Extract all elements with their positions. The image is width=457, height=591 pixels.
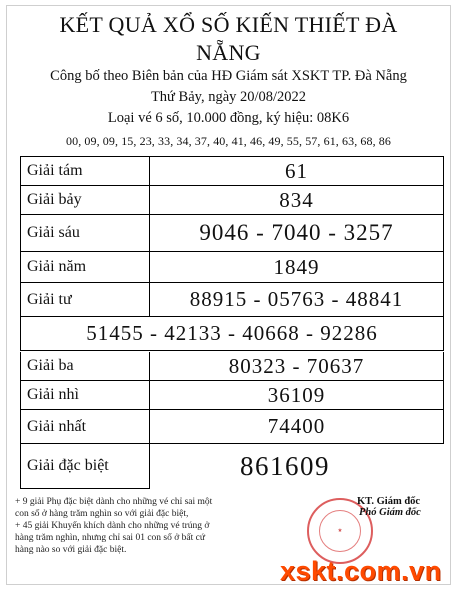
- table-row: [20, 410, 444, 444]
- table-row: [20, 186, 444, 215]
- prize-table: [20, 156, 444, 481]
- prize-value: 9046 - 7040 - 3257: [150, 215, 444, 251]
- table-row: [20, 381, 444, 410]
- signature-title: KT. Giám đốc: [357, 496, 421, 507]
- table-row-special: [20, 444, 444, 489]
- special-prize-value: 861609: [240, 451, 330, 481]
- prize-value: 36109: [150, 381, 444, 409]
- prize-label: Giải ba: [20, 352, 150, 380]
- prize-value: 74400: [150, 410, 444, 443]
- note-line: + 9 giải Phụ đặc biệt dành cho những vé chỉ sai một con số ở hàng trăm nghìn so với giải đặc biệt,: [15, 497, 213, 519]
- result-sheet: [6, 5, 451, 585]
- table-row: [20, 252, 444, 283]
- prize-value: 88915 - 05763 - 48841: [150, 283, 444, 316]
- prize-value-continued: 51455 - 42133 - 40668 - 92286: [20, 317, 444, 351]
- number-list: 00, 09, 09, 15, 23, 33, 34, 37, 40, 41, 46, 49, 55, 57, 61, 63, 68, 86: [66, 134, 391, 148]
- publisher-line: Công bố theo Biên bản của HĐ Giám sát XSKT TP. Đà Nẵng: [50, 68, 407, 84]
- draw-date: Thứ Bảy, ngày 20/08/2022: [150, 89, 307, 105]
- prize-label: Giải tám: [20, 157, 150, 185]
- prize-label: Giải nhất: [20, 410, 150, 443]
- page-title-line2: NẴNG: [196, 40, 261, 65]
- table-row: [20, 215, 444, 252]
- ticket-info: Loại vé 6 số, 10.000 đồng, ký hiệu: 08K6: [107, 110, 350, 126]
- seal-center: ★: [319, 510, 361, 552]
- prize-value: 61: [150, 157, 444, 185]
- table-row: [20, 157, 444, 186]
- prize-label: Giải sáu: [20, 215, 150, 251]
- prize-value: 80323 - 70637: [150, 352, 444, 380]
- prize-label: Giải đặc biệt: [20, 444, 150, 489]
- table-row: [20, 352, 444, 381]
- signature-subtitle: Phó Giám đốc: [359, 507, 421, 518]
- prize-label: Giải năm: [20, 252, 150, 282]
- prize-value: 1849: [150, 252, 444, 282]
- page-title-line1: KẾT QUẢ XỔ SỐ KIẾN THIẾT ĐÀ: [59, 12, 398, 37]
- prize-label: Giải bảy: [20, 186, 150, 214]
- watermark-logo: xskt.com.vn: [280, 556, 442, 586]
- prize-value: 834: [150, 186, 444, 214]
- prize-label: Giải tư: [20, 283, 150, 316]
- note-line: + 45 giải Khuyến khích dành cho những vé trúng ở hàng trăm nghìn, nhưng chỉ sai 01 con số ở bất cứ hàng nào so với giải đặc biệt.: [15, 521, 210, 555]
- prize-label: Giải nhì: [20, 381, 150, 409]
- prize-notes: [15, 496, 225, 556]
- table-row: [20, 283, 444, 317]
